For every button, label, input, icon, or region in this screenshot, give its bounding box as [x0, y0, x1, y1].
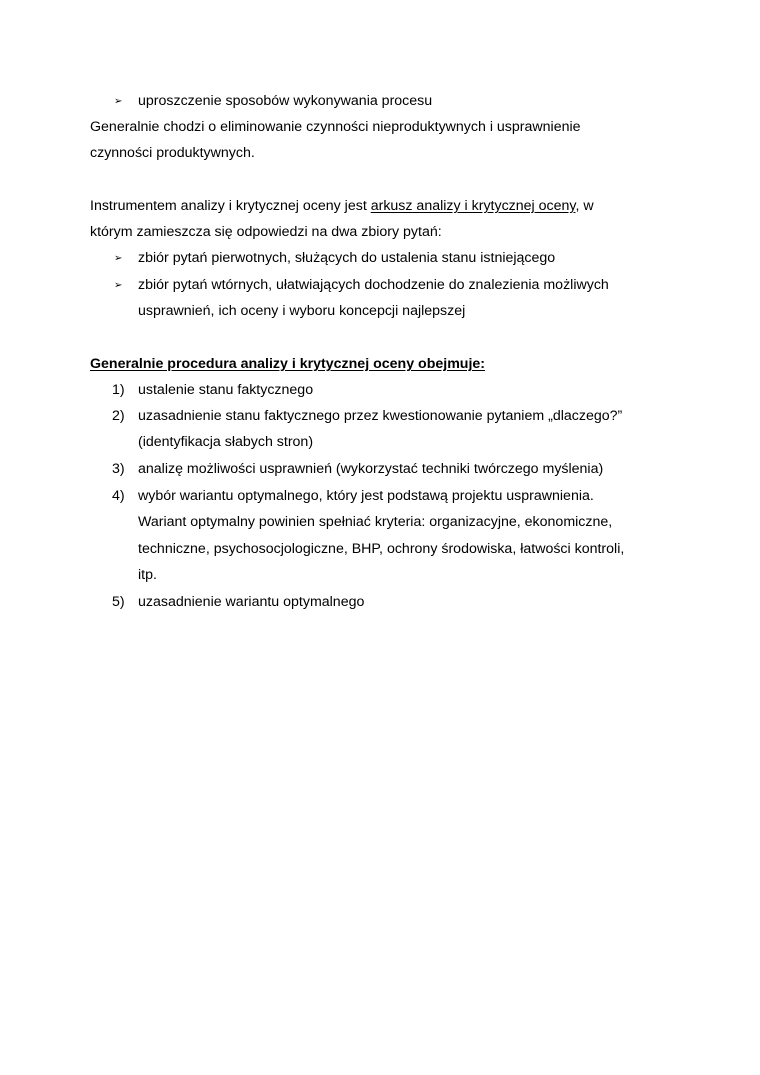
- arrow-bullet-icon: ➢: [114, 253, 123, 264]
- paragraph-text: Instrumentem analizy i krytycznej oceny jest: [90, 198, 371, 214]
- bullet-text: usprawnień, ich oceny i wyboru koncepcji najlepszej: [138, 303, 466, 319]
- arrow-bullet-icon: ➢: [114, 96, 123, 107]
- arrow-bullet-icon: ➢: [114, 280, 123, 291]
- list-number: 1): [112, 382, 125, 398]
- list-item-text: analizę możliwości usprawnień (wykorzystać techniki twórczego myślenia): [138, 461, 604, 477]
- list-number: 4): [112, 488, 125, 504]
- paragraph-line: [90, 197, 594, 215]
- list-item-text: wybór wariantu optymalnego, który jest podstawą projektu usprawnienia.: [138, 488, 594, 504]
- list-item-text: uzasadnienie wariantu optymalnego: [138, 594, 365, 610]
- underlined-term: arkusz analizy i krytycznej oceny: [370, 198, 576, 214]
- list-number: 2): [112, 408, 125, 424]
- list-number: 3): [112, 461, 125, 477]
- paragraph-line: Generalnie chodzi o eliminowanie czynności nieproduktywnych i usprawnienie: [90, 119, 581, 135]
- bullet-text: zbiór pytań pierwotnych, służących do ustalenia stanu istniejącego: [138, 250, 556, 266]
- paragraph-line: którym zamieszcza się odpowiedzi na dwa zbiory pytań:: [90, 224, 442, 240]
- paragraph-line: czynności produktywnych.: [90, 145, 255, 161]
- list-item-text: uzasadnienie stanu faktycznego przez kwestionowanie pytaniem „dlaczego?”: [138, 408, 623, 424]
- list-item-text: techniczne, psychosocjologiczne, BHP, ochrony środowiska, łatwości kontroli,: [138, 541, 625, 557]
- bullet-text: zbiór pytań wtórnych, ułatwiających dochodzenie do znalezienia możliwych: [138, 277, 609, 293]
- list-item-text: itp.: [138, 567, 157, 583]
- list-item-text: ustalenie stanu faktycznego: [138, 382, 314, 398]
- bullet-text: uproszczenie sposobów wykonywania procesu: [138, 93, 433, 109]
- paragraph-text: , w: [575, 198, 594, 214]
- list-item-text: (identyfikacja słabych stron): [138, 434, 314, 450]
- section-heading: Generalnie procedura analizy i krytycznej oceny obejmuje:: [90, 356, 486, 372]
- list-number: 5): [112, 594, 125, 610]
- list-item-text: Wariant optymalny powinien spełniać kryteria: organizacyjne, ekonomiczne,: [138, 514, 613, 530]
